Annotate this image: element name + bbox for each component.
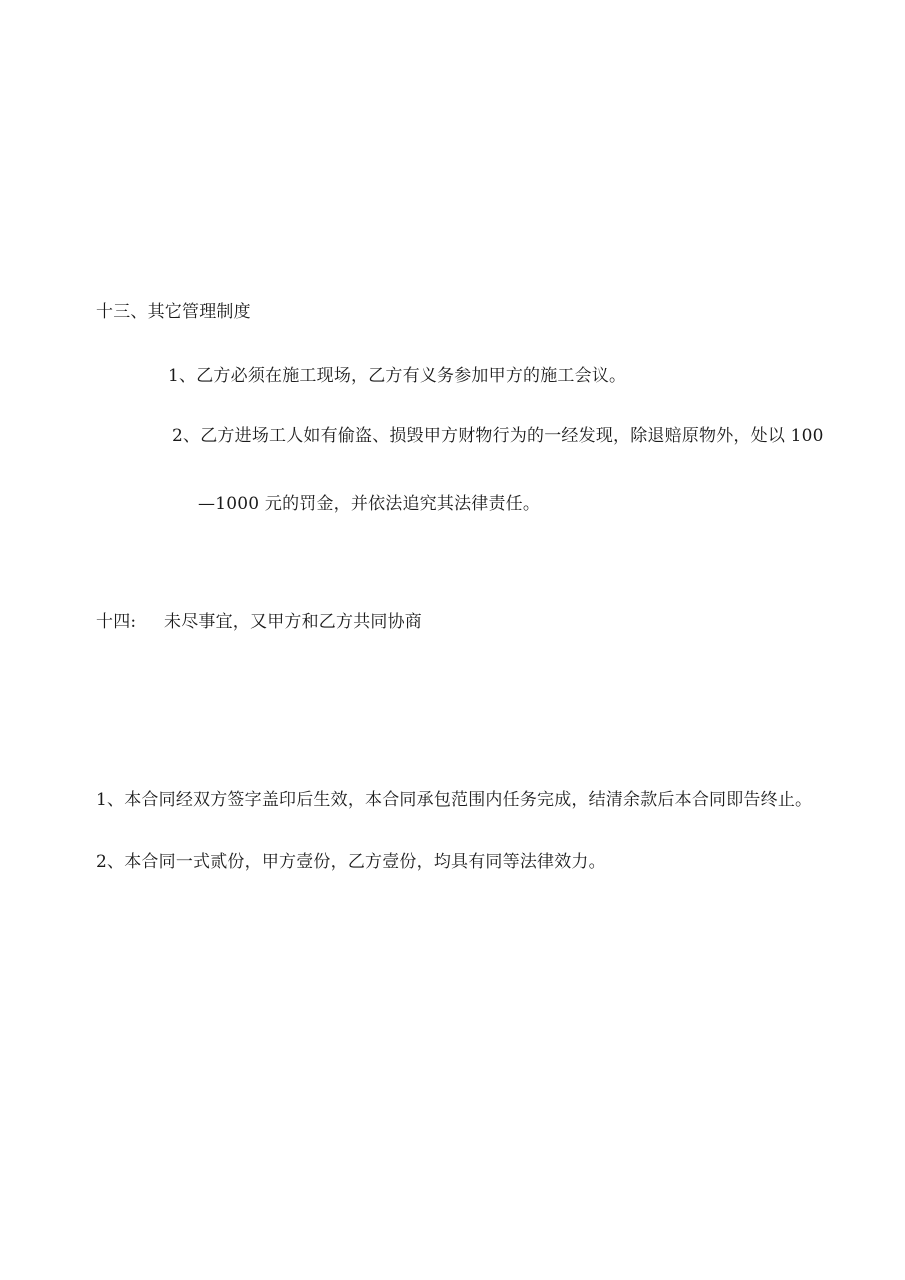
section-13-item-1: 1、乙方必须在施工现场，乙方有义务参加甲方的施工会议。 <box>168 366 627 386</box>
section-14-text: 未尽事宜，又甲方和乙方共同协商 <box>164 612 422 632</box>
section-14-number: 十四: <box>96 612 137 632</box>
section-13-heading: 十三、其它管理制度 <box>96 302 251 322</box>
section-14-heading <box>96 610 422 634</box>
clause-2: 2、本合同一式贰份，甲方壹份，乙方壹份，均具有同等法律效力。 <box>96 852 606 872</box>
section-13-item-2-continuation: —1000 元的罚金，并依法追究其法律责任。 <box>198 494 541 514</box>
clause-1: 1、本合同经双方签字盖印后生效，本合同承包范围内任务完成，结清余款后本合同即告终止。 <box>96 790 813 810</box>
section-13-item-2: 2、乙方进场工人如有偷盗、损毁甲方财物行为的一经发现，除退赔原物外，处以 100 <box>172 426 824 446</box>
